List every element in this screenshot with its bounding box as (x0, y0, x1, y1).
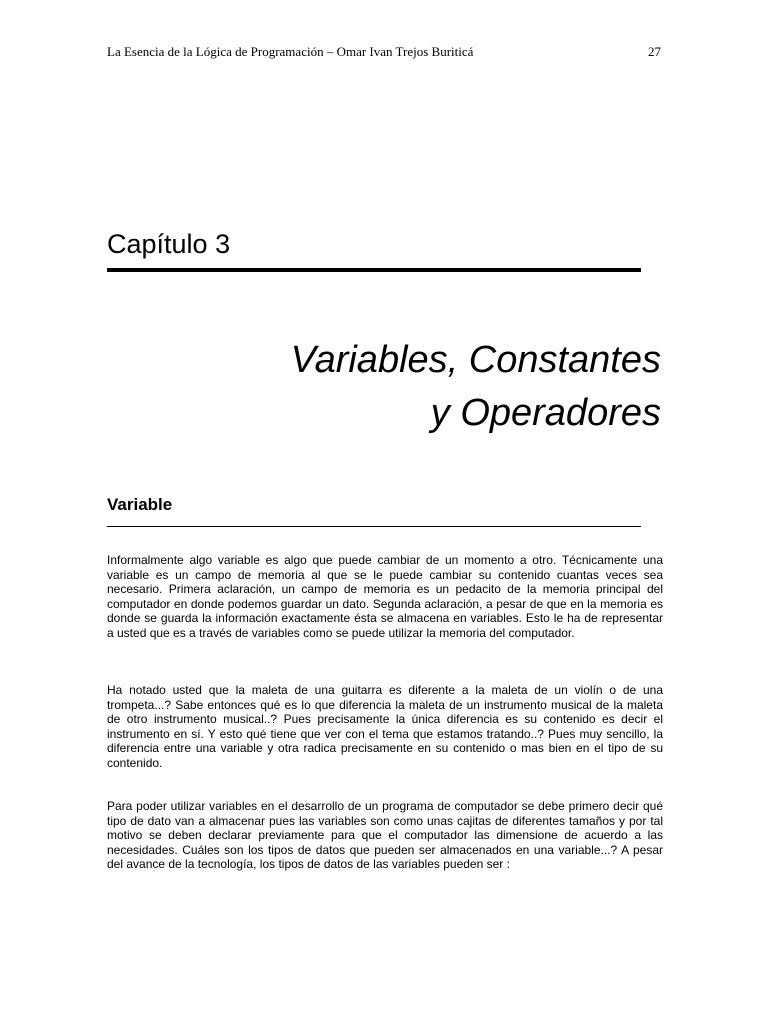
chapter-title (101, 334, 661, 440)
chapter-title-line-1: Variables, Constantes (290, 339, 661, 381)
paragraph-1: Informalmente algo variable es algo que puede cambiar de un momento a otro. Técnicamente una variable es un campo de memoria al que se le puede cambiar su contenido cuantas veces sea necesario. Primera aclaración, un campo de memoria es un pedacito de la memoria principal del computador en donde podemos guardar un dato. Segunda aclaración, a pesar de que en la memoria es donde se guarda la información exactamente ésta se almacena en variables. Esto le ha de representar a usted que es a través de variables como se puede utilizar la memoria del computador. (107, 553, 663, 640)
paragraph-2: Ha notado usted que la maleta de una guitarra es diferente a la maleta de un violín o de una trompeta...? Sabe entonces qué es lo que diferencia la maleta de un instrumento musical de la maleta de otro instrumento musical..? Pues precisamente la única diferencia es su contenido es decir el instrumento en sí. Y esto qué tiene que ver con el tema que estamos tratando..? Pues muy sencillo, la diferencia entre una variable y otra radica precisamente en su contenido o mas bien en el tipo de su contenido. (107, 683, 663, 770)
chapter-label: Capítulo 3 (107, 229, 231, 259)
page-number: 27 (648, 44, 661, 59)
section-divider (107, 526, 641, 527)
chapter-title-line-2: y Operadores (430, 392, 661, 434)
section-heading: Variable (107, 495, 173, 514)
chapter-divider (107, 268, 641, 272)
header-title: La Esencia de la Lógica de Programación – Omar Ivan Trejos Buriticá (107, 44, 474, 59)
paragraph-3: Para poder utilizar variables en el desarrollo de un programa de computador se debe primero decir qué tipo de dato van a almacenar pues las variables son como unas cajitas de diferentes tamaños y por tal motivo se deben declarar previamente para que el computador las dimensione de acuerdo a las necesidades. Cuáles son los tipos de datos que pueden ser almacenados en una variable...? A pesar del avance de la tecnología, los tipos de datos de las variables pueden ser : (107, 799, 663, 871)
